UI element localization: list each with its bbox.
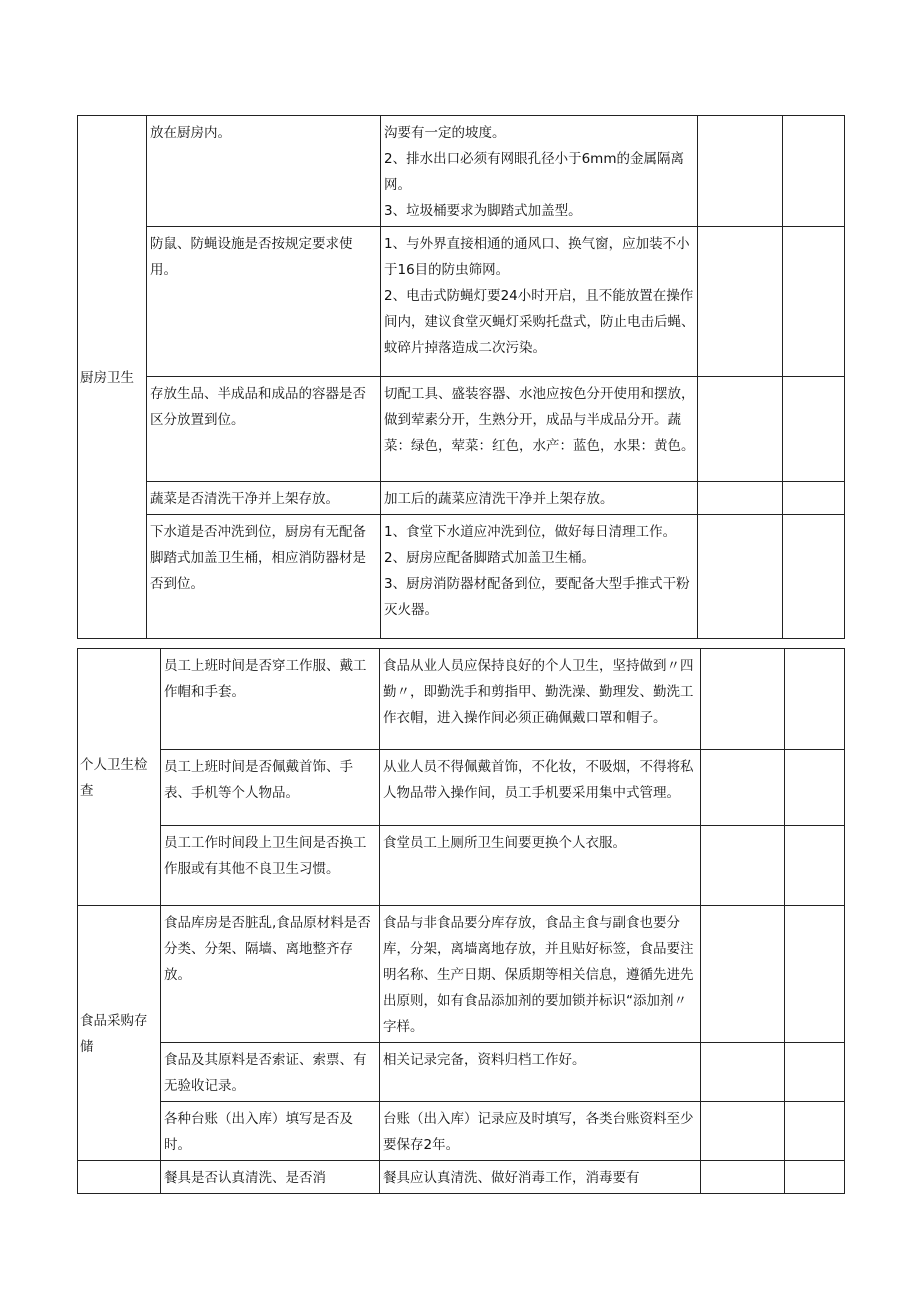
score-cell (701, 1043, 785, 1102)
score-cell (701, 750, 785, 826)
table-row (78, 750, 845, 826)
category-label: 个人卫生检查 (80, 757, 148, 799)
item-cell: 员工上班时间是否佩戴首饰、手表、手机等个人物品。 (161, 750, 380, 826)
category-label: 食品采购存储 (80, 1013, 148, 1055)
category-label: 厨房卫生 (80, 370, 134, 386)
remark-cell (785, 1161, 845, 1194)
standard-cell: 从业人员不得佩戴首饰，不化妆，不吸烟，不得将私人物品带入操作间，员工手机要采用集中式管理。 (380, 750, 701, 826)
table-row (78, 1161, 845, 1194)
item-cell: 食品库房是否脏乱,食品原材料是否分类、分架、隔墙、离地整齐存放。 (161, 906, 380, 1043)
score-cell (701, 1161, 785, 1194)
standard-cell: 相关记录完备，资料归档工作好。 (380, 1043, 701, 1102)
standard-cell: 台账（出入库）记录应及时填写，各类台账资料至少要保存2年。 (380, 1102, 701, 1161)
remark-cell (783, 515, 845, 639)
score-cell (698, 482, 783, 515)
remark-cell (785, 1043, 845, 1102)
remark-cell (783, 116, 845, 227)
standard-cell: 沟要有一定的坡度。 2、排水出口必须有网眼孔径小于6mm的金属隔离网。 3、垃圾桶要求为脚踏式加盖型。 (381, 116, 698, 227)
table-row (78, 515, 845, 639)
score-cell (701, 906, 785, 1043)
score-cell (701, 649, 785, 750)
standard-cell: 餐具应认真清洗、做好消毒工作，消毒要有 (380, 1161, 701, 1194)
remark-cell (783, 227, 845, 377)
standard-cell: 加工后的蔬菜应清洗干净并上架存放。 (381, 482, 698, 515)
standard-cell: 切配工具、盛装容器、水池应按色分开使用和摆放，做到荤素分开，生熟分开，成品与半成品分开。蔬菜：绿色，荤菜：红色，水产：蓝色，水果：黄色。 (381, 377, 698, 482)
item-cell: 餐具是否认真清洗、是否消 (161, 1161, 380, 1194)
standard-cell: 1、与外界直接相通的通风口、换气窗，应加装不小于16目的防虫筛网。 2、电击式防蝇灯要24小时开启，且不能放置在操作间内，建议食堂灭蝇灯采购托盘式，防止电击后蝇、蚊碎片掉落造成二次污染。 (381, 227, 698, 377)
category-cell (78, 649, 161, 906)
standard-cell: 食堂员工上厕所卫生间要更换个人衣服。 (380, 826, 701, 906)
remark-cell (783, 482, 845, 515)
table-row (78, 227, 845, 377)
table-row (78, 377, 845, 482)
standard-cell: 食品从业人员应保持良好的个人卫生，坚持做到〃四勤〃，即勤洗手和剪指甲、勤洗澡、勤理发、勤洗工作衣帽，进入操作间必须正确佩戴口罩和帽子。 (380, 649, 701, 750)
standard-cell: 食品与非食品要分库存放，食品主食与副食也要分库，分架，离墙离地存放，并且贴好标签，食品要注明名称、生产日期、保质期等相关信息，遵循先进先出原则，如有食品添加剂的要加锁并标识“添加剂〃字样。 (380, 906, 701, 1043)
kitchen-hygiene-table (77, 115, 845, 639)
remark-cell (785, 826, 845, 906)
item-cell: 员工工作时间段上卫生间是否换工作服或有其他不良卫生习惯。 (161, 826, 380, 906)
item-cell: 放在厨房内。 (147, 116, 381, 227)
table-row (78, 906, 845, 1043)
category-cell (78, 906, 161, 1161)
personal-hygiene-table (77, 648, 845, 1194)
item-cell: 存放生品、半成品和成品的容器是否区分放置到位。 (147, 377, 381, 482)
item-cell: 各种台账（出入库）填写是否及时。 (161, 1102, 380, 1161)
item-cell: 下水道是否冲洗到位，厨房有无配备脚踏式加盖卫生桶，相应消防器材是否到位。 (147, 515, 381, 639)
score-cell (698, 227, 783, 377)
item-cell: 员工上班时间是否穿工作服、戴工作帽和手套。 (161, 649, 380, 750)
table-row (78, 1102, 845, 1161)
standard-cell: 1、食堂下水道应冲洗到位，做好每日清理工作。 2、厨房应配备脚踏式加盖卫生桶。 3、厨房消防器材配备到位，要配备大型手推式干粉灭火器。 (381, 515, 698, 639)
score-cell (698, 116, 783, 227)
score-cell (698, 377, 783, 482)
table-row (78, 116, 845, 227)
score-cell (701, 1102, 785, 1161)
table-row (78, 482, 845, 515)
remark-cell (783, 377, 845, 482)
table-row (78, 649, 845, 750)
item-cell: 蔬菜是否清洗干净并上架存放。 (147, 482, 381, 515)
score-cell (701, 826, 785, 906)
table-row (78, 826, 845, 906)
remark-cell (785, 1102, 845, 1161)
remark-cell (785, 649, 845, 750)
category-cell (78, 116, 147, 639)
item-cell: 食品及其原料是否索证、索票、有无验收记录。 (161, 1043, 380, 1102)
table-row (78, 1043, 845, 1102)
remark-cell (785, 750, 845, 826)
remark-cell (785, 906, 845, 1043)
score-cell (698, 515, 783, 639)
category-cell (78, 1161, 161, 1194)
item-cell: 防鼠、防蝇设施是否按规定要求使用。 (147, 227, 381, 377)
